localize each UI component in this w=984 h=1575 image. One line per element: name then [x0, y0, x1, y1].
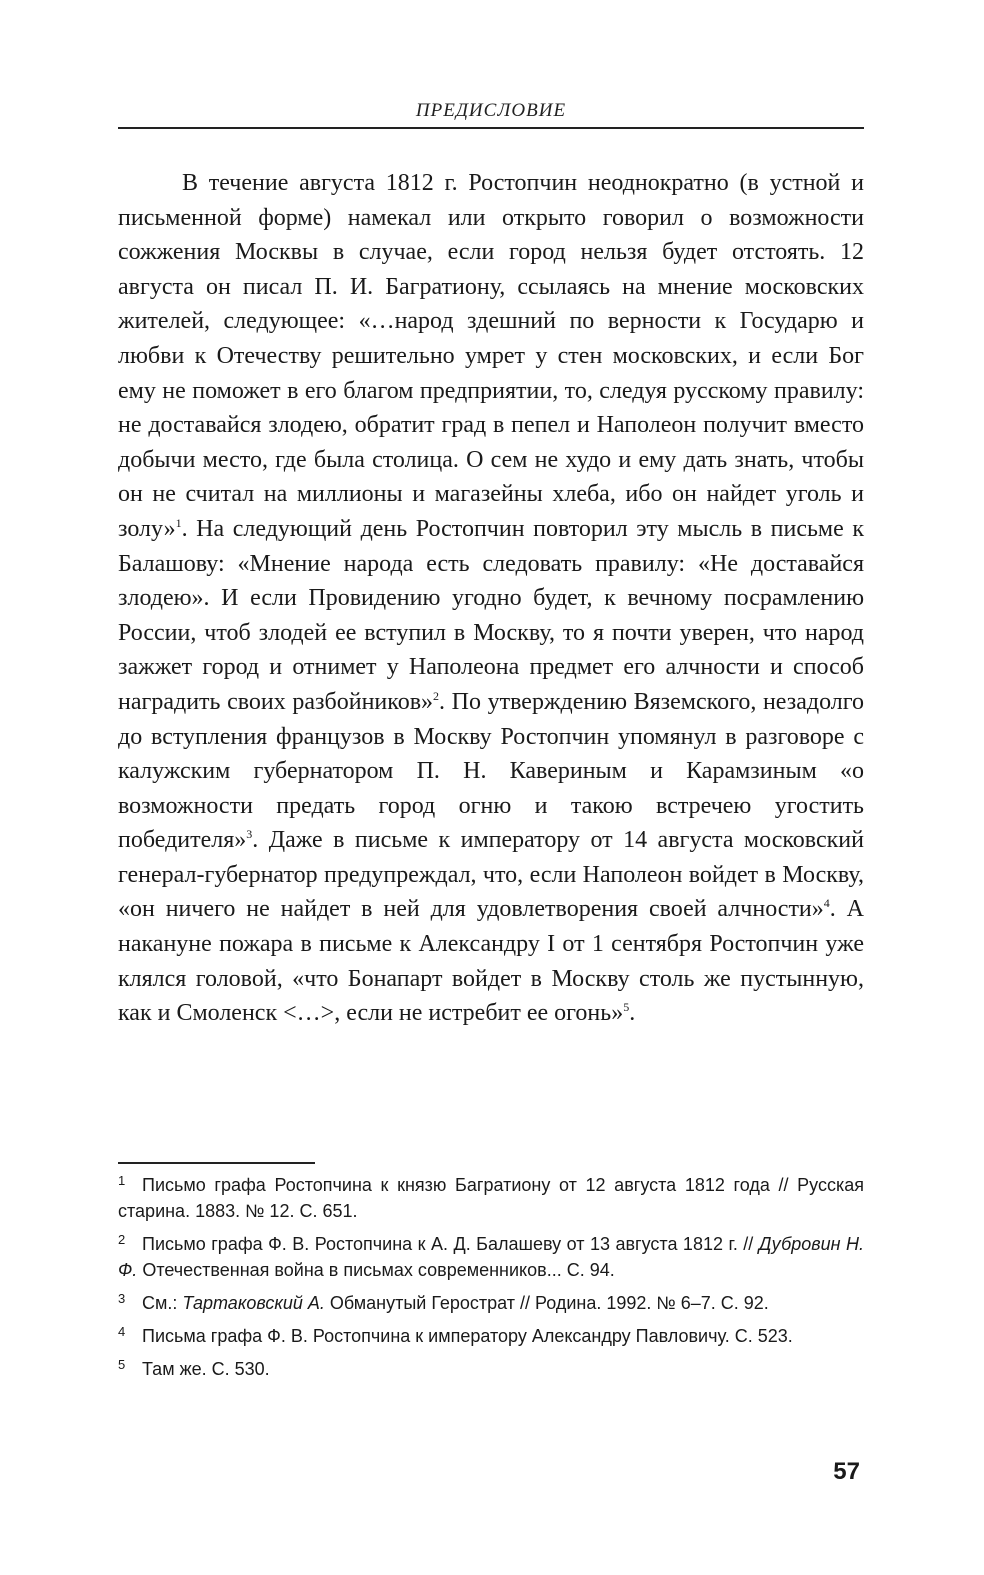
footnote-text: Там же. С. 530.	[142, 1359, 270, 1379]
footnote-4	[118, 1323, 864, 1349]
main-text	[118, 166, 864, 1031]
footnote-text: Письмо графа Ростопчина к князю Багратиону от 12 августа 1812 года // Русская старина. 1883. № 12. С. 651.	[118, 1175, 864, 1221]
footnote-number: 5	[118, 1357, 126, 1372]
footnote-number: 1	[118, 1173, 126, 1188]
text-segment: В течение августа 1812 г. Ростопчин неоднократно (в устной и письменной форме) намекал или открыто говорил о возможности сожжения Москвы в случае, если город нельзя будет отстоять. 12 августа он писал П. И. Багратиону, ссылаясь на мнение московских жителей, следующее: «…народ здешний по верности к Государю и любви к Отечеству решительно умрет у стен московских, и если Бог ему не поможет в его благом предприятии, то, следуя русскому правилу: не доставайся злодею, обратит град в пепел и Наполеон получит вместо добычи место, где была столица. О сем не худо и ему дать знать, чтобы он не считал на миллионы и магазейны хлеба, ибо он найдет уголь и золу»	[118, 170, 864, 542]
footnote-ref-1: 1	[175, 515, 182, 530]
page-number: 57	[833, 1458, 860, 1485]
footnote-number: 2	[118, 1232, 126, 1247]
footnote-author: Тартаковский А.	[182, 1293, 325, 1313]
footnote-ref-2: 2	[433, 688, 440, 703]
header-rule	[118, 127, 864, 129]
footnote-text: Письмо графа Ф. В. Ростопчина к А. Д. Балашеву от 13 августа 1812 г. //	[142, 1234, 759, 1254]
footnote-3	[118, 1290, 864, 1316]
book-page	[118, 0, 864, 1575]
footnote-2	[118, 1231, 864, 1283]
footnote-rule	[118, 1162, 315, 1164]
text-segment: . Даже в письме к императору от 14 августа московский генерал-губернатор предупреждал, что, если Наполеон войдет в Москву, «он ничего не найдет в ней для удовлетворения своей алчности»	[118, 827, 864, 923]
footnote-text: Обманутый Герострат // Родина. 1992. № 6–7. С. 92.	[324, 1293, 769, 1313]
footnote-ref-5: 5	[623, 1000, 630, 1015]
footnote-number: 4	[118, 1324, 126, 1339]
footnote-number: 3	[118, 1291, 126, 1306]
footnote-text: Отечественная война в письмах современников... С. 94.	[137, 1260, 615, 1280]
footnote-1	[118, 1172, 864, 1224]
footnotes	[118, 1172, 864, 1389]
footnote-text: Письма графа Ф. В. Ростопчина к императору Александру Павловичу. С. 523.	[142, 1326, 793, 1346]
footnote-5	[118, 1356, 864, 1382]
paragraph	[118, 166, 864, 1031]
text-segment: . По утверждению Вяземского, незадолго до вступления французов в Москву Ростопчин упомянул в разговоре с калужским губернатором П. Н. Кавериным и Карамзиным «о возможности предать город огню и такою встречею угостить победителя»	[118, 688, 864, 854]
text-segment: . На следующий день Ростопчин повторил эту мысль в письме к Балашову: «Мнение народа есть следовать правилу: «Не доставайся злодею». И если Провидению угодно будет, к вечному посрамлению России, чтоб злодей ее вступил в Москву, то я почти уверен, что народ зажжет город и отнимет у Наполеона предмет его алчности и способ наградить своих разбойников»	[118, 515, 864, 715]
footnote-ref-3: 3	[246, 827, 253, 842]
running-head: ПРЕДИСЛОВИЕ	[415, 100, 567, 121]
footnote-ref-4: 4	[823, 896, 830, 911]
footnote-author: Дубровин Н. Ф.	[118, 1234, 865, 1280]
text-segment: .	[629, 1000, 636, 1027]
footnote-text: См.:	[142, 1293, 183, 1313]
text-segment: . А накануне пожара в письме к Александру I от 1 сентября Ростопчин уже клялся головой, «что Бонапарт войдет в Москву столь же пустынную, как и Смоленск <…>, если не истребит ее огонь»	[118, 896, 864, 1027]
